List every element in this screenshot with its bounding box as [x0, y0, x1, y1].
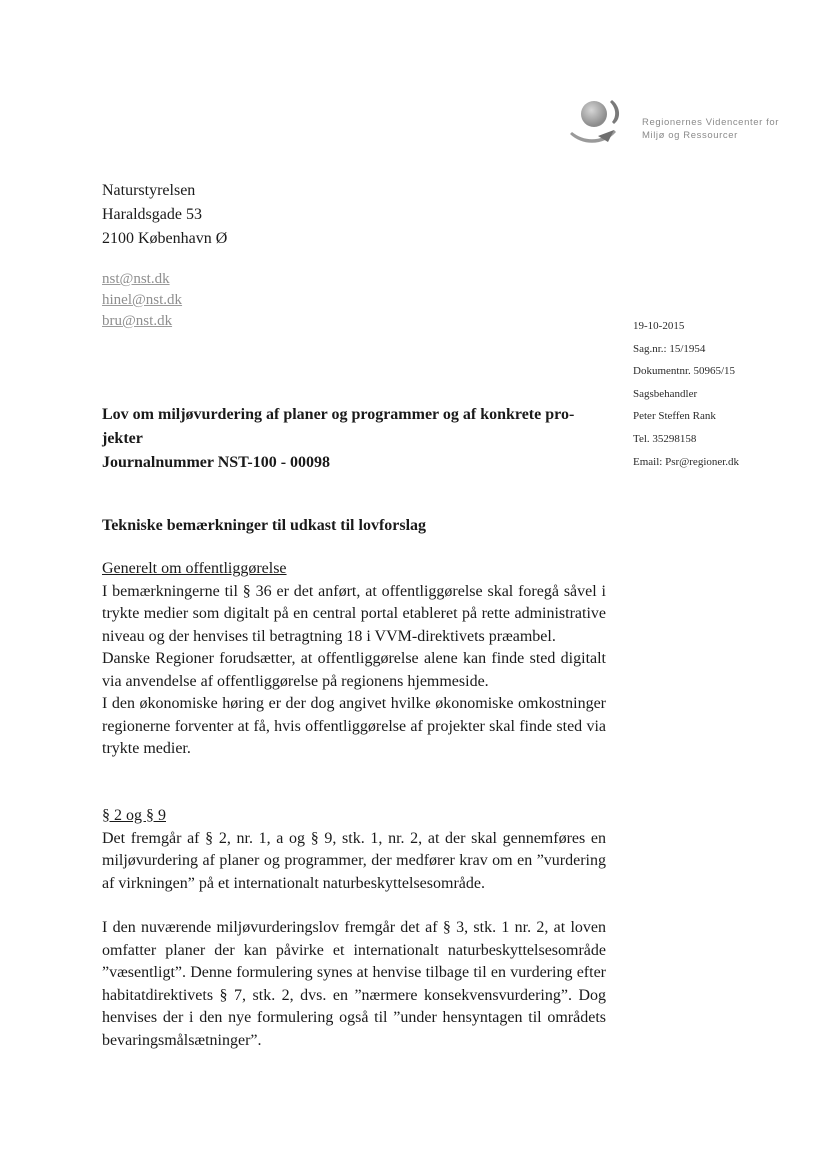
contact-email: Email: Psr@regioner.dk [633, 455, 740, 468]
section-paragraph-2-9 [102, 805, 606, 895]
paragraph: I bemærkningerne til § 36 er det anført, at offentliggørelse skal foregå såvel i trykte medier som digitalt på en central portal etableret på rette administrative niveau og der henvises til betragtning 18 i VVM-direktivets præambel. [102, 582, 606, 645]
case-handler-name: Peter Steffen Rank [633, 410, 716, 423]
section-heading: § 2 og § 9 [102, 807, 166, 824]
paragraph: Danske Regioner forudsætter, at offentliggørelse alene kan finde sted digitalt via anvendelse af offentliggørelse på regionens hjemmeside. [102, 650, 606, 690]
recipient-city: 2100 København Ø [102, 230, 228, 247]
recipient-emails [102, 269, 182, 332]
email-link[interactable]: bru@nst.dk [102, 313, 173, 329]
section-title: Tekniske bemærkninger til udkast til lovforslag [102, 517, 427, 534]
case-number: Sag.nr.: 15/1954 [633, 342, 706, 355]
recipient-name: Naturstyrelsen [102, 182, 196, 199]
title-line-2: jekter [102, 430, 143, 447]
logo-line-2: Miljø og Ressourcer [642, 130, 738, 141]
title-line-1: Lov om miljøvurdering af planer og programmer og af konkrete pro- [102, 406, 575, 423]
paragraph: Det fremgår af § 2, nr. 1, a og § 9, stk. 1, nr. 2, at der skal gennemføres en miljøvurdering af planer og programmer, der medfører krav om en ”vurdering af virkningen” på et internationalt naturbeskyttelsesområde. [102, 829, 606, 892]
email-link[interactable]: hinel@nst.dk [102, 292, 183, 308]
recipient-street: Haraldsgade 53 [102, 206, 202, 223]
phone-number: Tel. 35298158 [633, 432, 697, 445]
section-heading: Generelt om offentliggørelse [102, 560, 287, 577]
journal-number: Journalnummer NST-100 - 00098 [102, 454, 331, 471]
letter-title [102, 403, 622, 475]
case-handler-label: Sagsbehandler [633, 387, 698, 400]
section-offentliggoerelse [102, 558, 606, 761]
paragraph: I den nuværende miljøvurderingslov fremgår det af § 3, stk. 1 nr. 2, at loven omfatter planer der kan påvirke et internationalt naturbeskyttelsesområde ”væsentligt”. Denne formulering synes at henvise tilbage til en vurdering efter habitatdirektivets § 7, stk. 2, dvs. en ”nærmere konsekvensvurdering”. Dog henvises der i den nye formulering også til ”under hensyntagen til områdets bevaringsmålsætninger”. [102, 919, 606, 1049]
document-number: Dokumentnr. 50965/15 [633, 365, 736, 378]
logo-text [642, 116, 779, 142]
logo-mark-icon [568, 92, 632, 156]
document-date: 19-10-2015 [633, 320, 685, 332]
recipient-address [102, 179, 227, 251]
paragraph: I den økonomiske høring er der dog angivet hvilke økonomiske omkostninger regionerne forventer at få, hvis offentliggørelse af projekter skal finde sted via trykte medier. [102, 695, 606, 757]
section-current-law [102, 917, 606, 1052]
logo-line-1: Regionernes Videncenter for [642, 117, 779, 128]
organization-logo [568, 92, 788, 156]
email-link[interactable]: nst@nst.dk [102, 271, 170, 287]
document-metadata [633, 315, 739, 473]
